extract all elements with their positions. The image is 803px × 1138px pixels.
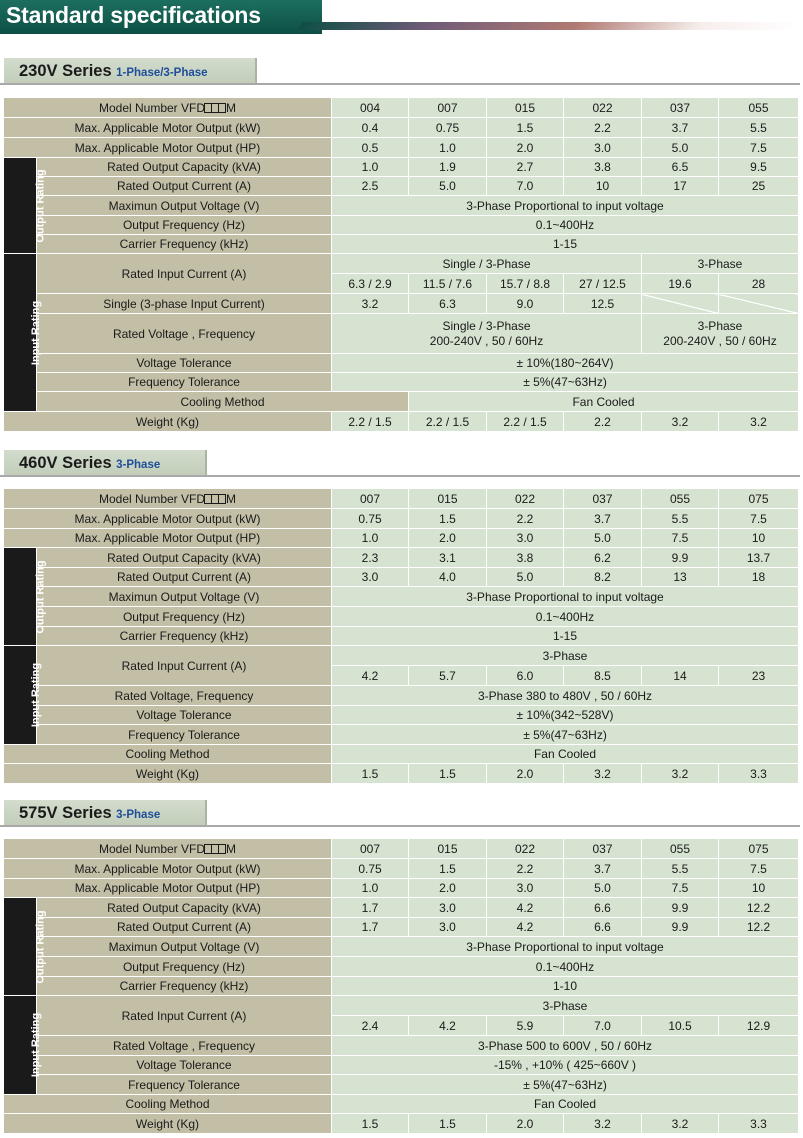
rated-voltage-single-l2: 200-240V , 50 / 60Hz <box>429 333 544 348</box>
kva-value: 13.7 <box>719 548 799 568</box>
kva-value: 3.8 <box>564 158 642 177</box>
table-row <box>4 839 799 859</box>
cooling-label: Cooling Method <box>4 1095 332 1114</box>
motor-kw-value: 2.2 <box>487 509 564 529</box>
single-input-current-value: 12.5 <box>564 294 642 314</box>
model-number: 007 <box>409 98 487 118</box>
motor-kw-value: 5.5 <box>719 118 799 138</box>
model-number: 075 <box>719 489 799 509</box>
voltage-tolerance-label: Voltage Tolerance <box>37 1056 332 1075</box>
not-applicable-cell <box>642 294 719 314</box>
input-rating-label-text: Input Rating <box>30 1012 43 1078</box>
input-current-value: 14 <box>642 666 719 686</box>
input-current-value: 5.7 <box>409 666 487 686</box>
table-row <box>4 686 799 706</box>
single-input-current-value: 3.2 <box>332 294 409 314</box>
weight-value: 2.0 <box>487 1114 564 1134</box>
frequency-tolerance-label: Frequency Tolerance <box>37 373 332 392</box>
kva-value: 3.8 <box>487 548 564 568</box>
motor-hp-value: 10 <box>719 529 799 548</box>
table-row <box>4 745 799 764</box>
table-row <box>4 1075 799 1095</box>
table-row <box>4 646 799 666</box>
model-suffix: M <box>226 100 237 115</box>
output-current-value: 6.6 <box>564 918 642 937</box>
carrier-frequency-label: Carrier Frequency (kHz) <box>37 627 332 646</box>
model-number: 037 <box>642 98 719 118</box>
carrier-frequency-value: 1-15 <box>332 627 799 646</box>
rated-voltage-single-l1: Single / 3-Phase <box>442 318 531 333</box>
table-row <box>4 392 799 412</box>
carrier-frequency-label: Carrier Frequency (kHz) <box>37 235 332 254</box>
motor-hp-value: 7.5 <box>719 138 799 158</box>
motor-kw-label: Max. Applicable Motor Output (kW) <box>4 859 332 879</box>
table-row <box>4 898 799 918</box>
output-rating-label-text: Output Rating <box>34 559 47 634</box>
input-current-label: Rated Input Current (A) <box>37 996 332 1036</box>
kva-value: 9.5 <box>719 158 799 177</box>
motor-hp-value: 3.0 <box>487 879 564 898</box>
model-number: 015 <box>409 839 487 859</box>
output-current-label: Rated Output Current (A) <box>37 177 332 196</box>
motor-hp-value: 2.0 <box>409 529 487 548</box>
kva-value: 6.2 <box>564 548 642 568</box>
series-tab-s575 <box>4 800 207 827</box>
input-rating-label <box>4 996 43 1095</box>
output-rating-label-text: Output Rating <box>34 909 47 984</box>
table-row <box>4 1095 799 1114</box>
frequency-tolerance-value: ± 5%(47~63Hz) <box>332 373 799 392</box>
model-number: 007 <box>332 839 409 859</box>
table-row <box>4 764 799 784</box>
series-phase: 1-Phase/3-Phase <box>116 67 208 79</box>
table-row <box>4 138 799 158</box>
weight-value: 3.2 <box>564 1114 642 1134</box>
input-current-value: 5.9 <box>487 1016 564 1036</box>
output-current-value: 13 <box>642 568 719 587</box>
carrier-frequency-value: 1-10 <box>332 977 799 996</box>
weight-value: 2.2 / 1.5 <box>409 412 487 432</box>
output-rating-label <box>4 548 47 646</box>
model-number: 055 <box>642 839 719 859</box>
table-row <box>4 627 799 646</box>
model-number-label <box>4 489 332 509</box>
carrier-frequency-value: 1-15 <box>332 235 799 254</box>
input-current-value: 11.5 / 7.6 <box>409 274 487 294</box>
model-number: 022 <box>487 839 564 859</box>
motor-hp-value: 1.0 <box>332 879 409 898</box>
table-row <box>4 1036 799 1056</box>
table-row <box>4 98 799 118</box>
table-row <box>4 196 799 216</box>
motor-kw-value: 0.4 <box>332 118 409 138</box>
max-voltage-value: 3-Phase Proportional to input voltage <box>332 587 799 607</box>
weight-value: 2.2 / 1.5 <box>332 412 409 432</box>
carrier-frequency-label: Carrier Frequency (kHz) <box>37 977 332 996</box>
model-number: 075 <box>719 839 799 859</box>
frequency-tolerance-value: ± 5%(47~63Hz) <box>332 1075 799 1095</box>
kva-label: Rated Output Capacity (kVA) <box>37 898 332 918</box>
motor-kw-value: 1.5 <box>487 118 564 138</box>
rated-voltage-three-l1: 3-Phase <box>697 318 743 333</box>
kva-value: 9.9 <box>642 898 719 918</box>
table-row <box>4 489 799 509</box>
motor-kw-value: 7.5 <box>719 859 799 879</box>
cooling-value: Fan Cooled <box>409 392 799 412</box>
input-current-label: Rated Input Current (A) <box>37 254 332 294</box>
motor-hp-value: 7.5 <box>642 879 719 898</box>
weight-value: 2.2 / 1.5 <box>487 412 564 432</box>
table-row <box>4 118 799 138</box>
table-row <box>4 216 799 235</box>
output-current-value: 3.0 <box>332 568 409 587</box>
weight-label: Weight (Kg) <box>4 412 332 432</box>
table-row <box>4 373 799 392</box>
weight-label: Weight (Kg) <box>4 764 332 784</box>
table-row <box>4 918 799 937</box>
table-row <box>4 725 799 745</box>
output-current-value: 8.2 <box>564 568 642 587</box>
motor-kw-value: 2.2 <box>487 859 564 879</box>
input-group-three: 3-Phase <box>642 254 799 274</box>
output-rating-label-text: Output Rating <box>34 168 47 243</box>
motor-kw-value: 0.75 <box>332 509 409 529</box>
output-frequency-label: Output Frequency (Hz) <box>37 957 332 977</box>
max-voltage-label: Maximun Output Voltage (V) <box>37 196 332 216</box>
kva-value: 1.0 <box>332 158 409 177</box>
series-divider <box>0 83 800 85</box>
output-current-value: 5.0 <box>487 568 564 587</box>
table-row <box>4 254 799 274</box>
output-frequency-label: Output Frequency (Hz) <box>37 216 332 235</box>
weight-value: 3.2 <box>564 764 642 784</box>
output-frequency-value: 0.1~400Hz <box>332 216 799 235</box>
kva-label: Rated Output Capacity (kVA) <box>37 158 332 177</box>
series-divider <box>0 475 800 477</box>
table-row <box>4 314 799 354</box>
input-group-single: Single / 3-Phase <box>332 254 642 274</box>
motor-hp-label: Max. Applicable Motor Output (HP) <box>4 529 332 548</box>
single-input-current-label: Single (3-phase Input Current) <box>37 294 332 314</box>
weight-value: 1.5 <box>409 764 487 784</box>
motor-hp-value: 2.0 <box>409 879 487 898</box>
table-row <box>4 177 799 196</box>
input-current-value: 10.5 <box>642 1016 719 1036</box>
kva-value: 6.6 <box>564 898 642 918</box>
voltage-tolerance-value: -15% , +10% ( 425~660V ) <box>332 1056 799 1075</box>
model-number: 022 <box>487 489 564 509</box>
model-prefix: Model Number VFD <box>98 491 206 506</box>
model-box <box>218 494 226 504</box>
weight-label: Weight (Kg) <box>4 1114 332 1134</box>
table-row <box>4 412 799 432</box>
motor-kw-label: Max. Applicable Motor Output (kW) <box>4 118 332 138</box>
table-row <box>4 529 799 548</box>
model-number-label <box>4 839 332 859</box>
motor-hp-value: 0.5 <box>332 138 409 158</box>
cooling-value: Fan Cooled <box>332 745 799 764</box>
table-row <box>4 859 799 879</box>
model-number: 007 <box>332 489 409 509</box>
output-frequency-value: 0.1~400Hz <box>332 607 799 627</box>
table-row <box>4 879 799 898</box>
output-current-value: 2.5 <box>332 177 409 196</box>
rated-voltage-value: 3-Phase 500 to 600V , 50 / 60Hz <box>332 1036 799 1056</box>
motor-kw-label: Max. Applicable Motor Output (kW) <box>4 509 332 529</box>
output-current-value: 4.2 <box>487 918 564 937</box>
weight-value: 2.2 <box>564 412 642 432</box>
model-number: 037 <box>564 839 642 859</box>
not-applicable-cell <box>719 294 799 314</box>
model-box <box>218 103 226 113</box>
weight-value: 3.2 <box>642 1114 719 1134</box>
model-number-label <box>4 98 332 118</box>
input-current-value: 28 <box>719 274 799 294</box>
input-current-label: Rated Input Current (A) <box>37 646 332 686</box>
output-current-value: 9.9 <box>642 918 719 937</box>
frequency-tolerance-label: Frequency Tolerance <box>37 1075 332 1095</box>
model-number: 015 <box>487 98 564 118</box>
kva-value: 6.5 <box>642 158 719 177</box>
motor-kw-value: 3.7 <box>642 118 719 138</box>
table-row <box>4 607 799 627</box>
input-rating-label <box>4 254 43 412</box>
input-current-value: 12.9 <box>719 1016 799 1036</box>
input-current-value: 8.5 <box>564 666 642 686</box>
kva-value: 1.9 <box>409 158 487 177</box>
input-current-value: 23 <box>719 666 799 686</box>
output-rating-label <box>4 898 47 996</box>
series-divider <box>0 825 800 827</box>
series-name: 230V Series <box>19 62 112 80</box>
motor-hp-value: 10 <box>719 879 799 898</box>
motor-kw-value: 0.75 <box>409 118 487 138</box>
motor-hp-value: 3.0 <box>487 529 564 548</box>
input-current-value: 7.0 <box>564 1016 642 1036</box>
motor-hp-label: Max. Applicable Motor Output (HP) <box>4 879 332 898</box>
motor-hp-label: Max. Applicable Motor Output (HP) <box>4 138 332 158</box>
model-box <box>218 844 226 854</box>
kva-value: 12.2 <box>719 898 799 918</box>
input-rating-label-text: Input Rating <box>30 300 43 365</box>
max-voltage-label: Maximun Output Voltage (V) <box>37 587 332 607</box>
single-input-current-value: 9.0 <box>487 294 564 314</box>
kva-value: 4.2 <box>487 898 564 918</box>
output-rating-label <box>4 158 47 254</box>
rated-voltage-label: Rated Voltage , Frequency <box>37 1036 332 1056</box>
table-row <box>4 706 799 725</box>
output-current-value: 7.0 <box>487 177 564 196</box>
rated-voltage-label: Rated Voltage, Frequency <box>37 686 332 706</box>
weight-value: 1.5 <box>332 1114 409 1134</box>
output-current-value: 25 <box>719 177 799 196</box>
input-current-value: 6.3 / 2.9 <box>332 274 409 294</box>
table-row <box>4 354 799 373</box>
cooling-label: Cooling Method <box>4 745 332 764</box>
table-row <box>4 509 799 529</box>
model-number: 004 <box>332 98 409 118</box>
output-current-label: Rated Output Current (A) <box>37 568 332 587</box>
voltage-tolerance-value: ± 10%(180~264V) <box>332 354 799 373</box>
input-current-value: 4.2 <box>409 1016 487 1036</box>
page-title: Standard specifications <box>6 2 261 28</box>
input-group-three: 3-Phase <box>332 996 799 1016</box>
input-current-value: 15.7 / 8.8 <box>487 274 564 294</box>
table-row <box>4 1056 799 1075</box>
motor-kw-value: 3.7 <box>564 509 642 529</box>
cooling-value: Fan Cooled <box>332 1095 799 1114</box>
motor-kw-value: 5.5 <box>642 859 719 879</box>
table-row <box>4 996 799 1016</box>
motor-hp-value: 1.0 <box>332 529 409 548</box>
motor-kw-value: 1.5 <box>409 509 487 529</box>
series-name: 460V Series <box>19 454 112 472</box>
input-rating-label <box>4 646 43 745</box>
model-number: 055 <box>719 98 799 118</box>
motor-hp-value: 5.0 <box>564 529 642 548</box>
input-current-value: 2.4 <box>332 1016 409 1036</box>
max-voltage-value: 3-Phase Proportional to input voltage <box>332 196 799 216</box>
weight-value: 1.5 <box>332 764 409 784</box>
max-voltage-value: 3-Phase Proportional to input voltage <box>332 937 799 957</box>
motor-hp-value: 7.5 <box>642 529 719 548</box>
table-row <box>4 568 799 587</box>
series-phase: 3-Phase <box>116 809 161 821</box>
motor-kw-value: 3.7 <box>564 859 642 879</box>
table-row <box>4 294 799 314</box>
series-tab-s230 <box>4 58 257 85</box>
frequency-tolerance-label: Frequency Tolerance <box>37 725 332 745</box>
output-current-value: 5.0 <box>409 177 487 196</box>
model-prefix: Model Number VFD <box>98 100 206 115</box>
model-prefix: Model Number VFD <box>98 841 206 856</box>
motor-kw-value: 0.75 <box>332 859 409 879</box>
cooling-label: Cooling Method <box>37 392 409 412</box>
rated-voltage-label: Rated Voltage , Frequency <box>37 314 332 354</box>
kva-label: Rated Output Capacity (kVA) <box>37 548 332 568</box>
motor-hp-value: 2.0 <box>487 138 564 158</box>
rated-voltage-value: 3-Phase 380 to 480V , 50 / 60Hz <box>332 686 799 706</box>
page-banner <box>0 0 800 34</box>
weight-value: 3.3 <box>719 1114 799 1134</box>
output-frequency-label: Output Frequency (Hz) <box>37 607 332 627</box>
weight-value: 2.0 <box>487 764 564 784</box>
kva-value: 1.7 <box>332 898 409 918</box>
weight-value: 3.2 <box>642 412 719 432</box>
model-number: 015 <box>409 489 487 509</box>
input-current-value: 4.2 <box>332 666 409 686</box>
output-frequency-value: 0.1~400Hz <box>332 957 799 977</box>
table-row <box>4 1114 799 1134</box>
table-row <box>4 548 799 568</box>
output-current-value: 17 <box>642 177 719 196</box>
input-current-value: 6.0 <box>487 666 564 686</box>
input-current-value: 19.6 <box>642 274 719 294</box>
spec-table-s230 <box>3 97 799 432</box>
motor-kw-value: 5.5 <box>642 509 719 529</box>
motor-kw-value: 7.5 <box>719 509 799 529</box>
motor-hp-value: 1.0 <box>409 138 487 158</box>
spec-table-s575 <box>3 838 799 1134</box>
output-current-value: 3.0 <box>409 918 487 937</box>
motor-kw-value: 2.2 <box>564 118 642 138</box>
series-phase: 3-Phase <box>116 459 161 471</box>
kva-value: 9.9 <box>642 548 719 568</box>
voltage-tolerance-label: Voltage Tolerance <box>37 354 332 373</box>
kva-value: 2.3 <box>332 548 409 568</box>
table-row <box>4 977 799 996</box>
weight-value: 3.2 <box>719 412 799 432</box>
weight-value: 3.3 <box>719 764 799 784</box>
model-number: 022 <box>564 98 642 118</box>
weight-value: 1.5 <box>409 1114 487 1134</box>
table-row <box>4 587 799 607</box>
input-current-value: 27 / 12.5 <box>564 274 642 294</box>
table-row <box>4 957 799 977</box>
model-suffix: M <box>226 841 237 856</box>
voltage-tolerance-value: ± 10%(342~528V) <box>332 706 799 725</box>
output-current-value: 4.0 <box>409 568 487 587</box>
weight-value: 3.2 <box>642 764 719 784</box>
input-rating-label-text: Input Rating <box>30 662 43 728</box>
series-name: 575V Series <box>19 804 112 822</box>
motor-hp-value: 5.0 <box>564 879 642 898</box>
single-input-current-value: 6.3 <box>409 294 487 314</box>
output-current-value: 18 <box>719 568 799 587</box>
model-number: 055 <box>642 489 719 509</box>
model-suffix: M <box>226 491 237 506</box>
output-current-value: 10 <box>564 177 642 196</box>
frequency-tolerance-value: ± 5%(47~63Hz) <box>332 725 799 745</box>
table-row <box>4 937 799 957</box>
kva-value: 3.0 <box>409 898 487 918</box>
banner-streak <box>297 22 803 30</box>
table-row <box>4 235 799 254</box>
motor-kw-value: 1.5 <box>409 859 487 879</box>
series-tab-s460 <box>4 450 207 477</box>
voltage-tolerance-label: Voltage Tolerance <box>37 706 332 725</box>
motor-hp-value: 5.0 <box>642 138 719 158</box>
output-current-label: Rated Output Current (A) <box>37 918 332 937</box>
input-group-three: 3-Phase <box>332 646 799 666</box>
kva-value: 2.7 <box>487 158 564 177</box>
rated-voltage-single <box>332 314 642 354</box>
spec-table-s460 <box>3 488 799 784</box>
model-number: 037 <box>564 489 642 509</box>
kva-value: 3.1 <box>409 548 487 568</box>
rated-voltage-three-l2: 200-240V , 50 / 60Hz <box>663 333 777 348</box>
output-current-value: 12.2 <box>719 918 799 937</box>
max-voltage-label: Maximun Output Voltage (V) <box>37 937 332 957</box>
rated-voltage-three <box>642 314 799 354</box>
motor-hp-value: 3.0 <box>564 138 642 158</box>
table-row <box>4 158 799 177</box>
output-current-value: 1.7 <box>332 918 409 937</box>
